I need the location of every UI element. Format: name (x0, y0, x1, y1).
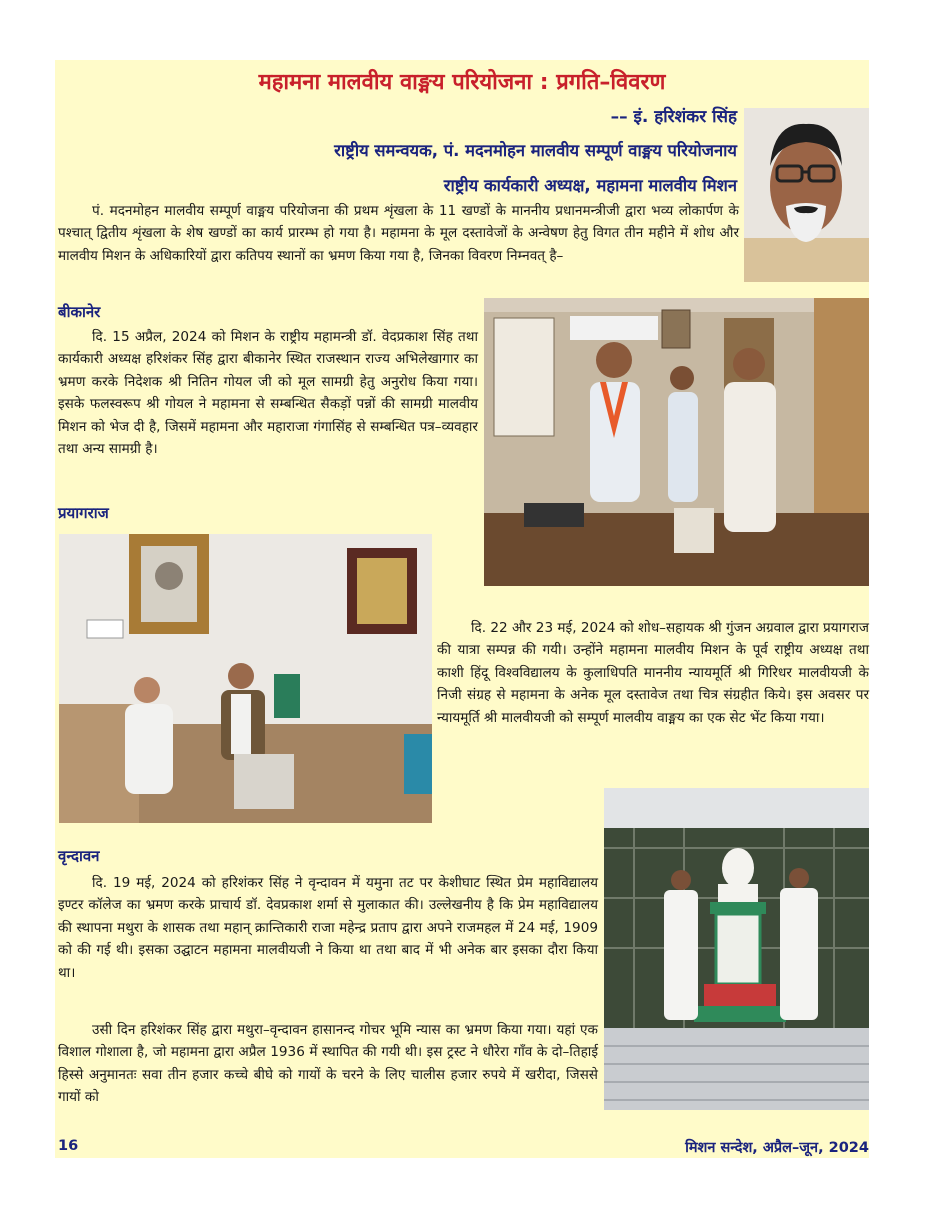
section-heading-prayagraj: प्रयागराज (58, 504, 109, 522)
author-role-1: राष्ट्रीय समन्वयक, पं. मदनमोहन मालवीय सम्पूर्ण वाङ्मय परियोजनाय (334, 141, 737, 160)
author-portrait-photo (744, 108, 869, 282)
journal-issue-label: मिशन सन्देश, अप्रैल–जून, 2024 (685, 1140, 869, 1156)
article-title: महामना मालवीय वाङ्मय परियोजना : प्रगति–विवरण (258, 70, 666, 95)
section-heading-bikaner: बीकानेर (58, 303, 101, 321)
intro-paragraph: पं. मदनमोहन मालवीय सम्पूर्ण वाङ्मय परियोजना की प्रथम शृंखला के 11 खण्डों के माननीय प्रधानमन्त्रीजी द्वारा भव्य लोकार्पण के पश्चात् द्वितीय शृंखला के शेष खण्डों का कार्य प्रारम्भ हो गया है। महामना के मूल दस्तावेजों के अन्वेषण हेतु विगत तीन महीने में शोध और मालवीय मिशन के अधिकारियों द्वारा कतिपय स्थानों का भ्रमण किया गया है, जिनका विवरण निम्नवत् है– (58, 203, 739, 264)
page-number: 16 (58, 1138, 79, 1154)
author-role-2: राष्ट्रीय कार्यकारी अध्यक्ष, महामना मालवीय मिशन (443, 176, 737, 195)
bikaner-archive-visit-photo (484, 298, 869, 586)
vrindavan-statue-photo (604, 788, 869, 1110)
vrindavan-paragraph-1: दि. 19 मई, 2024 को हरिशंकर सिंह ने वृन्दावन में यमुना तट पर केशीघाट स्थित प्रेम महाविद्यालय इण्टर कॉलेज का भ्रमण करके प्राचार्य डॉ. देवप्रकाश शर्मा से मुलाकात की। उल्लेखनीय है कि प्रेम महाविद्यालय की स्थापना मथुरा के शासक तथा महान् क्रान्तिकारी राजा महेन्द्र प्रताप द्वारा अपने राजमहल में 24 मई, 1909 को की गई थी। इसका उद्घाटन महामना मालवीयजी ने किया था तथा बाद में भी अनेक बार इसका दौरा किया था। (58, 875, 598, 981)
prayagraj-paragraph: दि. 22 और 23 मई, 2024 को शोध–सहायक श्री गुंजन अग्रवाल द्वारा प्रयागराज की यात्रा सम्पन्न की गयी। उन्होंने महामना मालवीय मिशन के पूर्व राष्ट्रीय अध्यक्ष तथा काशी हिंदू विश्वविद्यालय के कुलाधिपति माननीय न्यायमूर्ति श्री गिरिधर मालवीयजी के निजी संग्रह से महामना के अनेक मूल दस्तावेज तथा चित्र संग्रहीत किये। इस अवसर पर न्यायमूर्ति श्री मालवीयजी को सम्पूर्ण मालवीय वाङ्मय का एक सेट भेंट किया गया। (437, 620, 869, 726)
section-heading-vrindavan: वृन्दावन (58, 847, 100, 865)
prayagraj-visit-photo (59, 534, 432, 823)
bikaner-paragraph: दि. 15 अप्रैल, 2024 को मिशन के राष्ट्रीय महामन्त्री डॉ. वेदप्रकाश सिंह तथा कार्यकारी अध्यक्ष हरिशंकर सिंह द्वारा बीकानेर स्थित राजस्थान राज्य अभिलेखागार का भ्रमण करके निदेशक श्री नितिन गोयल जी को मूल सामग्री हेतु अनुरोध किया गया। इसके फलस्वरूप श्री गोयल ने महामना से सम्बन्धित सैकड़ों पन्नों की सामग्री मालवीय मिशन को भेज दी है, जिसमें महामना और महाराजा गंगासिंह से सम्बन्धित पत्र–व्यवहार तथा अन्य सामग्री है। (58, 329, 478, 458)
author-byline: –– इं. हरिशंकर सिंह (610, 107, 737, 127)
vrindavan-paragraph-2: उसी दिन हरिशंकर सिंह द्वारा मथुरा–वृन्दावन हासानन्द गोचर भूमि न्यास का भ्रमण किया गया। यहां एक विशाल गोशाला है, जो महामना द्वारा अप्रैल 1936 में स्थापित की गयी थी। इस ट्रस्ट ने धौरेरा गाँव के दो–तिहाई हिस्से अनुमानतः सवा तीन हजार कच्चे बीघे को गायों के चरने के लिए चालीस हजार रुपये में खरीदा, जिससे गायों को (58, 1022, 598, 1106)
